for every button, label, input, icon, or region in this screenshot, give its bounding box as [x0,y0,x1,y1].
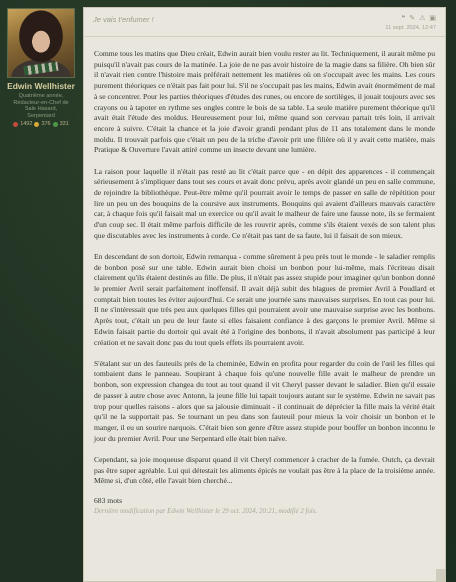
post-paragraph: En descendant de son dortoir, Edwin remarqua - comme sûrement à peu près tout le monde - le saladier remplis de bonbon posé sur une table. Edwin aurait bien choisi un bonbon pour lui-même, mais l'écriteau disait clairement qu'ils étaient destinés au fille. De plus, il n'était pas assez stupide pour imaginer qu'un bonbon donné le premier Avril serait parfaitement inoffensif. Il avait déjà subit des blagues de premier Avril à Poudlard et comptait bien toutes les éviter aujourd'hui. Ce serait une journée sans mauvaises surprises. En tout cas pour lui. Il ne s'intéressait que très peu aux quelques filles qui pourraient avoir une mauvaise surprise avec les bonbons. Après tout, c'était un peu de leur faute si elles faisaient confiance à des garçons le premier Avril. Même si Edwin faisait partie du dortoir qui avait été à l'origine des bonbons, il n'avait absolument pas participé à leur création et ne savait donc pas du tout quels effets ils pourraient avoir. [94,251,435,347]
quote-icon[interactable]: ❝ [401,14,406,22]
post-actions [401,14,436,22]
avatar-scarf [24,62,59,76]
author-info-line: Serpentard [27,112,55,119]
green-point-icon [53,122,58,127]
stat-green: 331 [59,121,69,128]
author-info-line: Sale Hasard, [24,106,58,113]
word-count: 683 mots [94,495,123,505]
author-info-line: Quatrième année, [18,93,64,99]
red-point-icon [13,122,18,127]
post-scrollbar[interactable] [436,569,445,581]
gold-point-icon [34,122,39,127]
author-name[interactable]: Edwin Wellhister [7,81,75,91]
post-body [84,37,445,518]
last-modified-note: Dernière modification par Edwin Wellhister le 29 oct. 2024, 20:21, modifié 2 fois. [94,508,318,516]
author-info-line: Rédacteur-en-Chef de [13,99,69,106]
avatar[interactable] [7,8,75,78]
post-paragraph: Cependant, sa joie moqueuse disparut quand il vit Cheryl commencer à cracher de la fumée. Outch, ça devrait pas être super agréable. Lui qui détestait les aliments épicés ne voulait pas être à la place de la troisième année. Même si, d'un côté, elle l'avait bien cherché... [94,454,435,486]
stat-red: 1492 [20,121,33,128]
post-date: 11 sept. 2024, 12:47 [385,25,436,31]
post-paragraph: S'étalant sur un des fauteuils près de la cheminée, Edwin en profita pour regarder du coin de l'œil les filles qui tombaient dans le panneau. Soupirant à chaque fois qu'une nouvelle fille avait le malheur de prendre un bonbon, son expression changea du tout au tout quand il vit Cheryl passer devant le saladier. Bien qu'il essaie de passer à autre chose avec Antonn, la jeune fille lui tapait toujours autant sur le système. Edwin ne savait pas trop pour quelles raisons - alors que sa jalousie diminuait - il continuait de déprécier la fille mais la vérité était qu'il ne la supportait pas. Se tournant un peu dans son fauteuil pour mieux la voir choisir un bonbon et le manger, il eu un sourire narquois. C'était bien son genre d'être assez stupide pour bouffer un bonbon inconnu le jour du premier Avril. Pour une Serpentard elle était bien naïve. [94,358,435,443]
post-header [84,8,445,37]
post-paragraph: La raison pour laquelle il n'était pas resté au lit c'était parce que - en dépit des apparences - il commençait sérieusement à s'impliquer dans tout ses cours et avait donc prévu, après avoir glandé un peu en salle commune, de rejoindre la bibliothèque. Peut-être même qu'il pourrait avoir le temps de passer en salle de répétition pour lire un peu un des bouquins de la coursive aux instruments. Bouquins qui avaient d'ailleurs mauvais caractère car, à chaque fois qu'il faisait mal un exercice ou qu'il avait le malheur de faire une fausse note, ils se fermaient d'un coup sec. Il était même parfois difficile de les rouvrir après, comme s'ils étaient vexés de son talent plus que discutables avec les instruments à corde. Ce n'était pas tant de sa faute, lui il faisait de son mieux. [94,166,435,240]
warn-icon[interactable]: ⚠ [419,14,426,22]
report-icon[interactable]: ▣ [429,14,436,22]
edit-icon[interactable]: ✎ [409,14,416,22]
post-title[interactable]: Je vais t'enfumer ! [93,15,154,24]
post-paragraph: Comme tous les matins que Dieu créait, Edwin aurait bien voulu rester au lit. Techniquement, il aurait même pu puisqu'il n'avait pas cours de la matinée. La joie de ne pas avoir histoire de la magie dans sa filière. Oh bien sûr il n'avait rien contre l'histoire mais préférait nettement les matières où on s'occupait avec les mains. Les cours purement théoriques ce n'était pas fait pour lui. S'il ne s'occupait pas les mains, Edwin avait énormément de mal à se concentrer. Pour les parties théoriques d'études des runes, ou encore de sortilèges, il jouait toujours avec ses crayons ou à tapoter en rythme ses ongles contre le bois de sa table. La seule matière purement théorique qu'il avait était l'étude des moldus. Heureusement pour lui, même quand son cerveau partait très loin, il arrivait encore à suivre. C'était la chance et la joie d'avoir grandi pendant plus de 11 ans totalement dans le monde moldu. Il trouvait parfois que c'était un peu de la triche d'avoir prit une filière où il y avait cette matière, mais Pratique & Ouverture l'avait attiré comme un insecte devant une lumière. [94,49,435,155]
forum-post [83,7,446,582]
author-info [5,93,77,119]
stat-gold: 376 [41,121,51,128]
author-profile [5,8,77,127]
author-stats [5,121,77,127]
